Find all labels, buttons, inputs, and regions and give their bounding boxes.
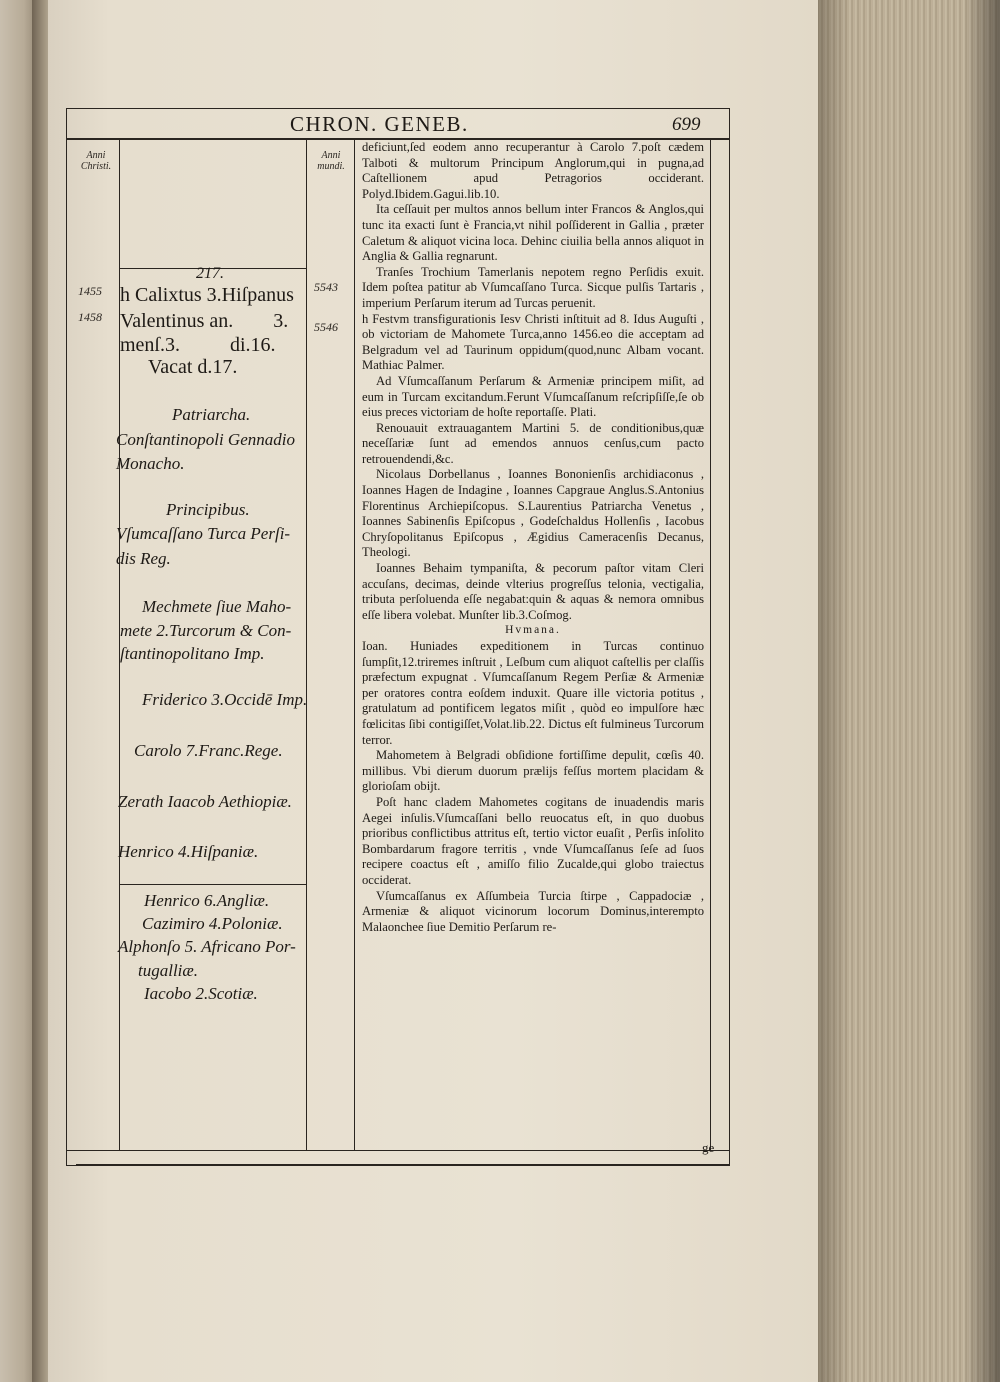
prince-line: Carolo 7.Franc.Rege.: [134, 741, 283, 760]
year-christi: 1458: [78, 310, 102, 324]
prince-line: Mechmete ſiue Maho-: [142, 597, 292, 616]
pope-number: 217.: [196, 265, 224, 282]
prince-line: dis Reg.: [116, 549, 171, 568]
prince-line: mete 2.Turcorum & Con-: [120, 621, 292, 640]
year-mundi: 5543: [314, 280, 338, 294]
entry-bottom-rule: [119, 884, 307, 885]
paragraph: Mahometem à Belgradi obſidione fortiſſime depulit, cœſis 40. millibus. Vbi dierum duorum prælijs feſſus mortem placidam & glorioſam obijt.: [362, 748, 704, 794]
paragraph: h Festvm transfigurationis Iesv Christi inſtituit ad 8. Idus Auguſti , ob victoriam de Mahomete Turca,anno 1456.eo die acceptam ad Belgradum vel ad Taurinum oppidum(quod,nunc Albam vocant. Mathiac Palmer.: [362, 311, 704, 373]
paragraph: Poſt hanc cladem Mahometes cogitans de inuadendis maris Aegei inſulis.Vſumcaſſani bello reuocatus eſt, in quo duobus prioribus conflictibus attritus eſt, tertio victor euaſit , Perſis inſolito Bombardarum fragore territis , vnde Vſumcaſſanus ſeſe ad ſuos recipere coactus eſt , amiſſo filio Zucalde,qui globo traiectus occiderat.: [362, 794, 704, 887]
prince-line: Alphonſo 5. Africano Por-: [118, 937, 296, 956]
left-column-rule: [306, 140, 307, 1150]
footer-rule-2: [76, 1164, 730, 1165]
patriarcha-heading: Patriarcha.: [172, 405, 251, 424]
pope-line: h Calixtus 3.Hiſpanus: [120, 284, 294, 306]
prince-line: Zerath Iaacob Aethiopiæ.: [118, 792, 292, 811]
prince-line: Henrico 6.Angliæ.: [144, 891, 270, 910]
paragraph: Tranſes Trochium Tamerlanis nepotem regno Perſidis exuit. Idem poſtea patitur ab Vſumcaſſano Turca. Sicque pulſis Tartaris , imperium Perſarum iterum ad Turcas peruenit.: [362, 264, 704, 310]
main-text-column: [362, 140, 704, 935]
anni-christi-head: Anni Christi.: [80, 150, 112, 172]
paragraph: Vſumcaſſanus ex Aſſumbeia Turcia ſtirpe , Cappadociæ , Armeniæ & aliquot vicinorum locorum Dominus,interempto Malaonchee ſiue Demitio Perſarum re-: [362, 888, 704, 934]
page-number: 699: [672, 114, 701, 135]
paragraph: Ioan. Huniades expeditionem in Turcas continuo ſumpſit,12.triremes inſtruit , Leſbum cum aliquot caſtellis per claſſis præfectum expugnat . Vſumcaſſanum Regem Perſiæ & Armeniæ per oratores contra eoſdem induxit. Quare ille victoria potitus , gratulatum ad pontificem legatos miſit , quòd eo impulſore hæc fœlicitas ſibi contigiſſet,Volat.lib.22. Dictus eſt fulmineus Turcorum terror.: [362, 639, 704, 747]
prince-line: Vſumcaſſano Turca Perſi-: [116, 524, 291, 543]
prince-line: ſtantinopolitano Imp.: [120, 644, 265, 663]
paragraph: deficiunt,ſed eodem anno recuperantur à Carolo 7.poſt cædem Talboti & multorum Principum Anglorum,qui in pugna,ad Caſtellionem apud Petragorios occiderant. Polyd.Ibidem.Gagui.lib.10.: [362, 140, 704, 201]
paragraph: Nicolaus Dorbellanus , Ioannes Bononienſis archidiaconus , Ioannes Hagen de Indagine , Ioannes Capgraue Anglus.S.Antonius Florentinus Archiepiſcopus. S.Laurentius Patriarcha Venetus , Ioannes Sabinenſis Epiſcopus , Godeſchaldus Hollenſis , Iacobus Chryſopolitanus Epiſcopus , Ægidius Cameracenſis Decanus, Theologi.: [362, 467, 704, 560]
footer-rule: [66, 1150, 730, 1151]
mundi-column-rule: [354, 140, 355, 1150]
patriarcha-line: Conſtantinopoli Gennadio: [116, 430, 295, 449]
prince-line: Iacobo 2.Scotiæ.: [144, 984, 258, 1003]
year-christi: 1455: [78, 284, 102, 298]
pope-line: Vacat d.17.: [148, 356, 238, 378]
year-mundi: 5546: [314, 320, 338, 334]
section-heading: Hvmana.: [505, 624, 561, 637]
anni-mundi-head: Anni mundi.: [317, 150, 345, 172]
paragraph: Ita ceſſauit per multos annos bellum inter Francos & Anglos,qui tunc ita exacti ſunt è Francia,vt nihil poſſiderent in Gallia , præter Caletum & aliquot vicina loca. Dehinc ciuilia bella annos aliquot in Anglia & Gallia regnarunt.: [362, 202, 704, 264]
pope-line: menſ.3. di.16.: [120, 334, 276, 356]
prince-line: Cazimiro 4.Poloniæ.: [142, 914, 283, 933]
page-fore-edge: [818, 0, 1000, 1382]
paragraph: Renouauit extrauagantem Martini 5. de conditionibus,quæ neceſſariæ ſunt ad emendos annuos cenſus,cum pacto retrouendendi,&c.: [362, 420, 704, 466]
running-header: CHRON. GENEB.: [290, 112, 469, 136]
principibus-heading: Principibus.: [166, 500, 250, 519]
paragraph: Ioannes Behaim tympaniſta, & pecorum paſtor vitam Cleri accuſans, decimas, deinde vlterius progreſſus telonia, vectigalia, tributa perſoluenda eſſe negabat:quin & aquas & nemora omnibus eſſe libera volebat. Munſter lib.3.Coſmog.: [362, 561, 704, 622]
catchword: ge: [702, 1140, 715, 1155]
prince-line: Friderico 3.Occidē Imp.: [142, 690, 308, 709]
patriarcha-line: Monacho.: [116, 454, 185, 473]
pope-line: Valentinus an. 3.: [120, 310, 289, 332]
right-column-rule: [710, 140, 711, 1150]
prince-line: Henrico 4.Hiſpaniæ.: [118, 842, 259, 861]
paragraph: Ad Vſumcaſſanum Perſarum & Armeniæ principem miſit, ad eum in Turcam excitandum.Ferunt Vſumcaſſanum reſcripſiſſe,ſe ob eius preces victoriam de hoſte reportaſſe. Plati.: [362, 373, 704, 420]
prince-line: tugalliæ.: [138, 961, 198, 980]
